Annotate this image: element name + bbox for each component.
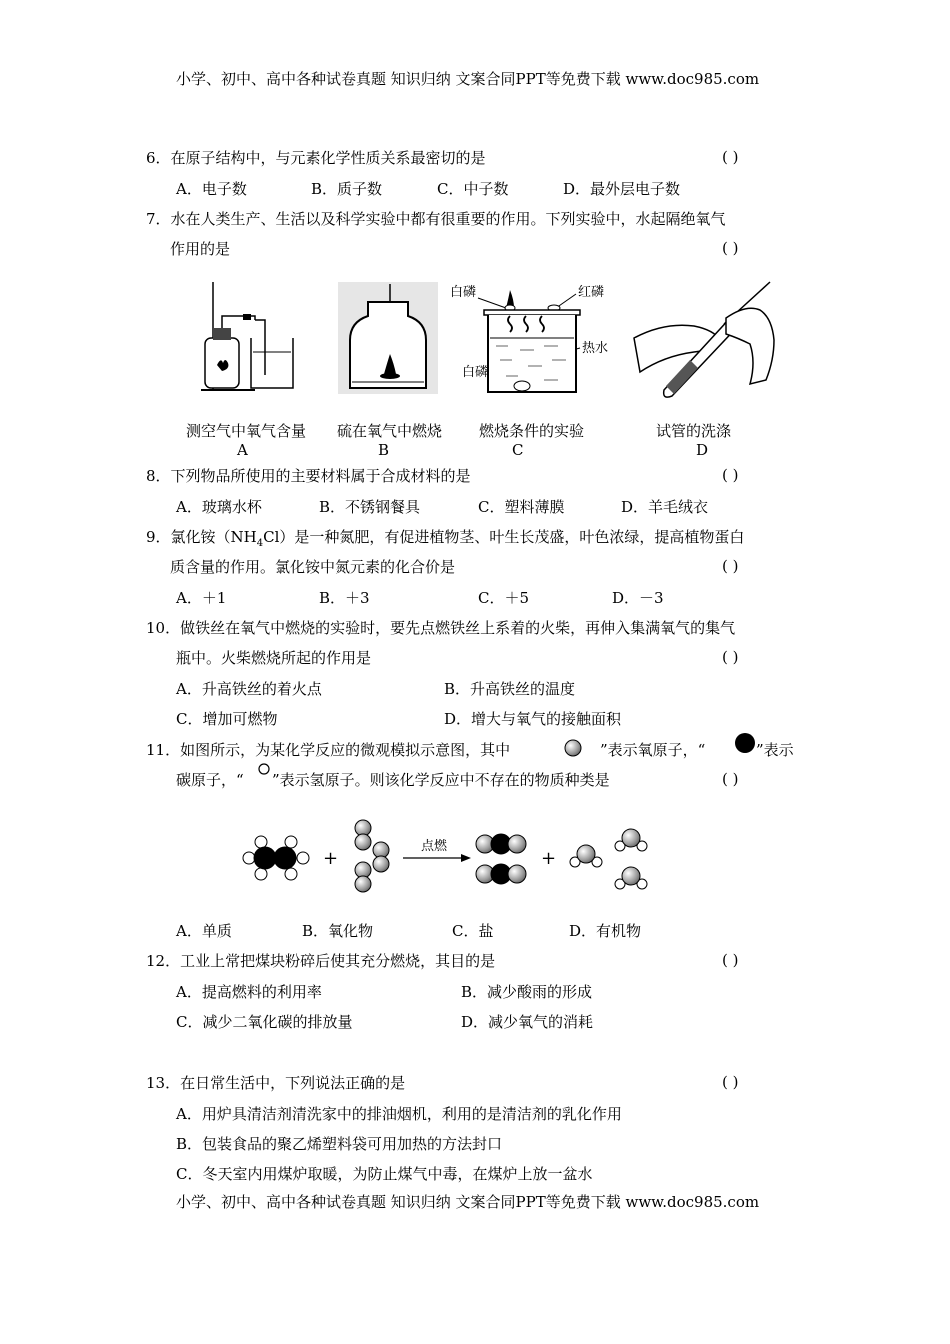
q8-answer-paren: ( ) xyxy=(722,466,739,484)
fig-c-label-hot-water: 热水 xyxy=(582,341,609,356)
q7-figure-c-letter: C xyxy=(512,441,524,459)
q13-option-b: B．包装食品的聚乙烯塑料袋可用加热的方法封口 xyxy=(176,1135,503,1153)
q7-figure-b-apparatus xyxy=(338,282,438,394)
q11-reaction-diagram xyxy=(235,818,655,900)
q6-option-b: B．质子数 xyxy=(311,180,383,198)
fig-c-label-white-p-bottom: 白磷 xyxy=(462,365,489,380)
q13-option-a: A．用炉具清洁剂清洗家中的排油烟机，利用的是清洁剂的乳化作用 xyxy=(176,1105,622,1123)
q8-option-a: A．玻璃水杯 xyxy=(176,498,262,516)
q6-answer-paren: ( ) xyxy=(722,148,739,166)
ethane-molecule xyxy=(243,836,309,880)
q7-figure-d-apparatus xyxy=(630,278,780,396)
q6-option-c: C．中子数 xyxy=(437,180,509,198)
water-molecules xyxy=(570,829,647,889)
q7-figure-a-letter: A xyxy=(237,441,248,459)
q10-option-b: B．升高铁丝的温度 xyxy=(444,680,576,698)
q7-figure-c-caption: 燃烧条件的实验 xyxy=(479,422,585,440)
q7-figure-a-apparatus xyxy=(195,280,305,395)
page-footer: 小学、初中、高中各种试卷真题 知识归纳 文案合同PPT等免费下载 www.doc985.com xyxy=(176,1193,760,1211)
q13-option-c: C．冬天室内用煤炉取暖，为防止煤气中毒，在煤炉上放一盆水 xyxy=(176,1165,593,1183)
q12-option-d: D．减少氧气的消耗 xyxy=(461,1013,594,1031)
q12-option-c: C．减少二氧化碳的排放量 xyxy=(176,1013,353,1031)
q12-answer-paren: ( ) xyxy=(722,951,739,969)
q9-option-a: A．＋1 xyxy=(176,589,227,607)
oxygen-molecules xyxy=(355,820,389,892)
q7-stem-line2: 作用的是 xyxy=(170,240,231,258)
q9-subscript: 4 xyxy=(256,538,264,549)
q10-option-c: C．增加可燃物 xyxy=(176,710,278,728)
q9-answer-paren: ( ) xyxy=(722,557,739,575)
q9-option-b: B．＋3 xyxy=(319,589,370,607)
q13-stem: 13．在日常生活中，下列说法正确的是 xyxy=(146,1074,406,1092)
q10-stem-line1: 10．做铁丝在氧气中燃烧的实验时，要先点燃铁丝上系着的火柴，再伸入集满氧气的集气 xyxy=(146,619,736,637)
q7-figure-d-letter: D xyxy=(696,441,709,459)
q12-option-a: A．提高燃料的利用率 xyxy=(176,983,322,1001)
q11-option-c: C．盐 xyxy=(452,922,494,940)
svg-text:+: + xyxy=(323,848,339,869)
q8-stem: 8．下列物品所使用的主要材料属于合成材料的是 xyxy=(146,467,471,485)
q7-figure-b-caption: 硫在氧气中燃烧 xyxy=(337,422,443,440)
q11-stem-part2: ”表示氧原子，“ xyxy=(600,741,706,759)
carbon-atom-legend-icon xyxy=(733,731,757,755)
q11-stem-line1 xyxy=(146,740,510,760)
q9-stem-line1 xyxy=(146,527,744,554)
q6-stem: 6．在原子结构中，与元素化学性质关系最密切的是 xyxy=(146,149,486,167)
q7-figure-c-apparatus xyxy=(448,280,618,398)
q8-option-c: C．塑料薄膜 xyxy=(478,498,565,516)
q11-arrow-label: 点燃 xyxy=(421,839,448,854)
q9-stem-line2: 质含量的作用。氯化铵中氮元素的化合价是 xyxy=(170,558,456,576)
q9-option-c: C．＋5 xyxy=(478,589,530,607)
q9-option-d: D．－3 xyxy=(612,589,664,607)
q7-figure-a-caption: 测空气中氧气含量 xyxy=(186,422,307,440)
q13-answer-paren: ( ) xyxy=(722,1073,739,1091)
q7-stem-line1: 7．水在人类生产、生活以及科学实验中都有很重要的作用。下列实验中，水起隔绝氧气 xyxy=(146,210,726,228)
q11-option-a: A．单质 xyxy=(176,922,232,940)
q10-answer-paren: ( ) xyxy=(722,648,739,666)
q11-stem-part3: ”表示 xyxy=(756,741,794,759)
q7-answer-paren: ( ) xyxy=(722,239,739,257)
q11-option-d: D．有机物 xyxy=(569,922,642,940)
q11-option-b: B．氧化物 xyxy=(302,922,374,940)
q7-figure-d-caption: 试管的洗涤 xyxy=(656,422,732,440)
q11-stem-part4: 碳原子，“ xyxy=(176,771,244,789)
q10-stem-line2: 瓶中。火柴燃烧所起的作用是 xyxy=(176,649,372,667)
q9-stem-part1: 9．氯化铵（NH xyxy=(146,528,257,546)
fig-c-label-white-p-top: 白磷 xyxy=(450,285,477,300)
q9-stem-part2: Cl）是一种氮肥，有促进植物茎、叶生长茂盛，叶色浓绿，提高植物蛋白 xyxy=(263,528,745,546)
q6-option-a: A．电子数 xyxy=(176,180,247,198)
q12-stem: 12．工业上常把煤块粉碎后使其充分燃烧，其目的是 xyxy=(146,952,496,970)
q7-figure-b-letter: B xyxy=(378,441,390,459)
q11-answer-paren: ( ) xyxy=(722,770,739,788)
svg-text:+: + xyxy=(541,848,557,869)
hydrogen-atom-legend-icon xyxy=(257,762,271,776)
q12-option-b: B．减少酸雨的形成 xyxy=(461,983,593,1001)
q10-option-a: A．升高铁丝的着火点 xyxy=(176,680,322,698)
q8-option-d: D．羊毛绒衣 xyxy=(621,498,709,516)
q11-stem-part1: 11．如图所示，为某化学反应的微观模拟示意图，其中 xyxy=(146,741,511,759)
q8-option-b: B．不锈钢餐具 xyxy=(319,498,421,516)
page-header: 小学、初中、高中各种试卷真题 知识归纳 文案合同PPT等免费下载 www.doc985.com xyxy=(176,70,760,88)
carbon-dioxide-molecules xyxy=(476,834,526,884)
fig-c-label-red-p: 红磷 xyxy=(578,285,605,300)
q10-option-d: D．增大与氧气的接触面积 xyxy=(444,710,622,728)
q11-stem-part5: ”表示氢原子。则该化学反应中不存在的物质种类是 xyxy=(272,771,610,789)
oxygen-atom-legend-icon xyxy=(563,738,583,758)
q6-option-d: D．最外层电子数 xyxy=(563,180,681,198)
